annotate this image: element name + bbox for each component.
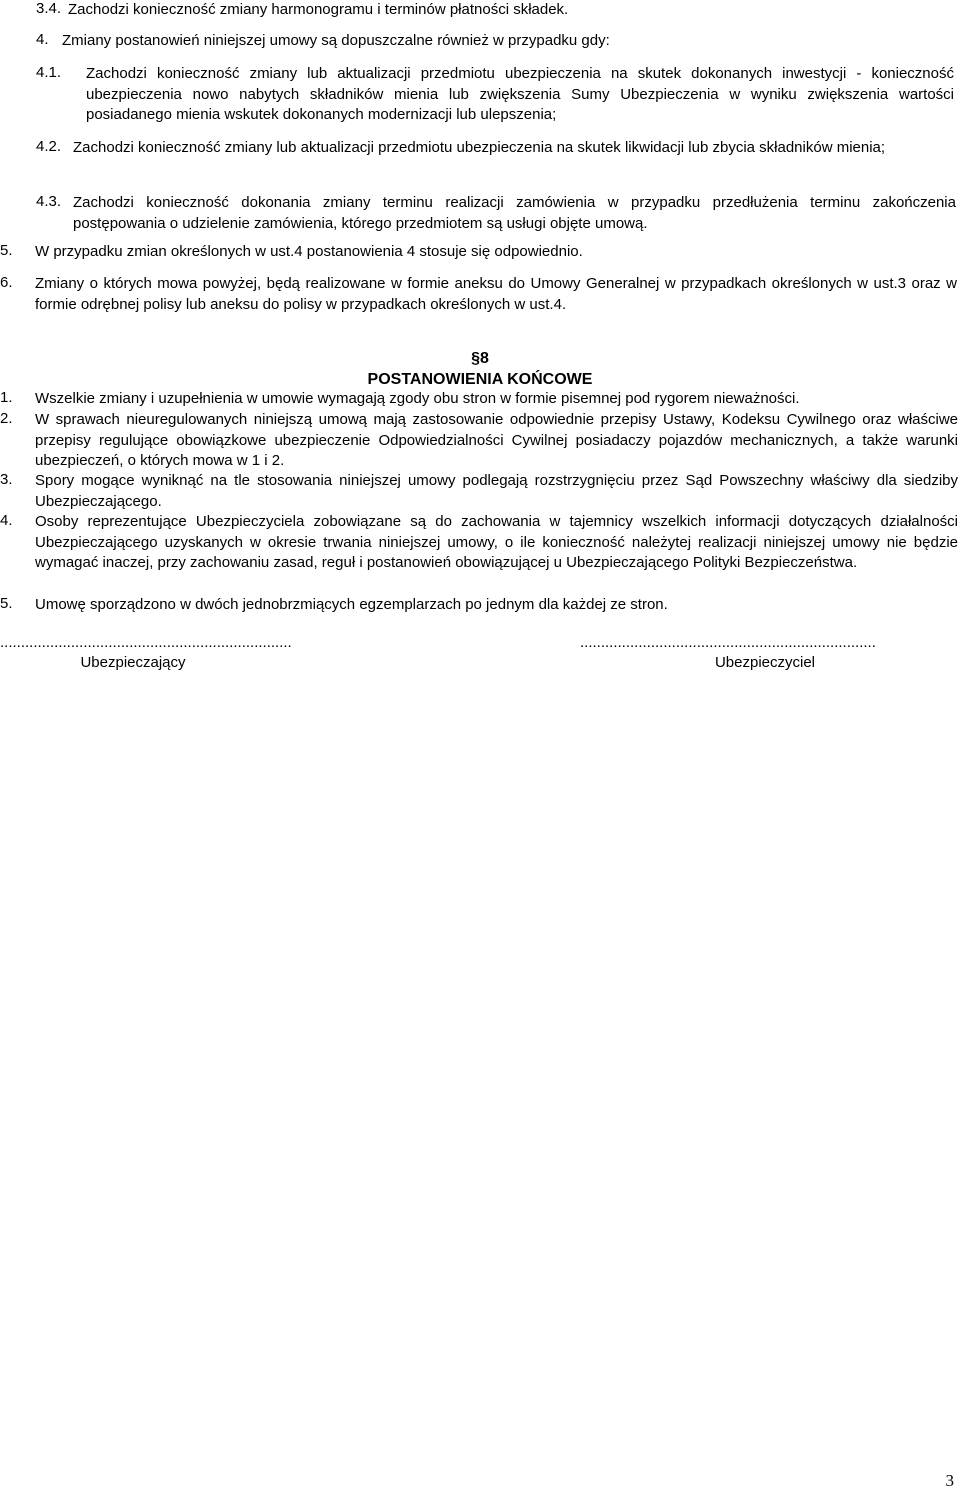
clause-text: Wszelkie zmiany i uzupełnienia w umowie wymagają zgody obu stron w formie pisemnej pod rygorem nieważności. [35, 390, 800, 407]
clause-number: 3.4. [36, 0, 62, 17]
clause-number: 4.1. [36, 64, 62, 81]
clause-number: 4.2. [36, 138, 62, 155]
signature-label: Ubezpieczyciel [714, 654, 816, 671]
clause-text: Spory mogące wyniknąć na tle stosowania niniejszej umowy podlegają rozstrzygnięciu przez Sąd Powszechny właściwy dla siedziby Ubezpieczającego. [35, 472, 958, 510]
clause-number: 4. [36, 31, 49, 48]
clause-number: 4. [0, 512, 13, 529]
section-sign-icon: § [471, 350, 480, 367]
signature-line: ...................................................................... [0, 634, 292, 651]
clause-number: 1. [0, 389, 13, 406]
clause-number: 6. [0, 274, 13, 291]
clause-number: 5. [0, 595, 13, 612]
clause-text: Zachodzi konieczność zmiany lub aktualizacji przedmiotu ubezpieczenia na skutek likwidacji lub zbycia składników mienia; [73, 139, 886, 156]
section-number: §8 [471, 350, 489, 367]
clause-text: Zachodzi konieczność zmiany lub aktualizacji przedmiotu ubezpieczenia na skutek dokonanych inwestycji - konieczność ubezpieczenia nowo nabytych składników mienia lub zwiększenia Sumy Ubezpieczenia w wyniku zwiększenia wartości posiadanego mienia wskutek dokonanych modernizacji lub ulepszenia; [86, 65, 954, 123]
clause-text: Zmiany postanowień niniejszej umowy są dopuszczalne również w przypadku gdy: [62, 32, 610, 49]
clause-text: Zachodzi konieczność zmiany harmonogramu i terminów płatności składek. [68, 1, 569, 18]
section-title: POSTANOWIENIA KOŃCOWE [367, 371, 593, 388]
clause-text: W przypadku zmian określonych w ust.4 postanowienia 4 stosuje się odpowiednio. [35, 243, 583, 260]
clause-number: 4.3. [36, 193, 62, 210]
clause-text: Umowę sporządzono w dwóch jednobrzmiących egzemplarzach po jednym dla każdej ze stron. [35, 596, 668, 613]
clause-text: Osoby reprezentujące Ubezpieczyciela zobowiązane są do zachowania w tajemnicy wszelkich informacji dotyczących działalności Ubezpieczającego uzyskanych w okresie trwania niniejszej umowy, o ile konieczność należytej realizacji niniejszej umowy nie będzie wymagać inaczej, przy zachowaniu zasad, reguł i postanowień obowiązującej u Ubezpieczającego Polityki Bezpieczeństwa. [35, 513, 958, 571]
signature-line: ....................................................................... [580, 634, 876, 651]
signature-label: Ubezpieczający [80, 654, 186, 671]
clause-text: W sprawach nieuregulowanych niniejszą umową mają zastosowanie odpowiednie przepisy Ustawy, Kodeksu Cywilnego oraz właściwe przepisy regulujące obowiązkowe ubezpieczenie Odpowiedzialności Cywilnej posiadaczy pojazdów mechanicznych, a także warunki ubezpieczeń, o których mowa w 1 i 2. [35, 411, 958, 469]
clause-text: Zmiany o których mowa powyżej, będą realizowane w formie aneksu do Umowy Generalnej w przypadkach określonych w ust.3 oraz w formie odrębnej polisy lub aneksu do polisy w przypadkach określonych w ust.4. [35, 275, 957, 313]
clause-number: 3. [0, 471, 13, 488]
page-number: 3 [945, 1471, 954, 1490]
clause-text: Zachodzi konieczność dokonania zmiany terminu realizacji zamówienia w przypadku przedłużenia terminu zakończenia postępowania o udzielenie zamówienia, którego przedmiotem są usługi objęte umową. [73, 194, 956, 232]
clause-number: 2. [0, 410, 13, 427]
clause-number: 5. [0, 242, 13, 259]
